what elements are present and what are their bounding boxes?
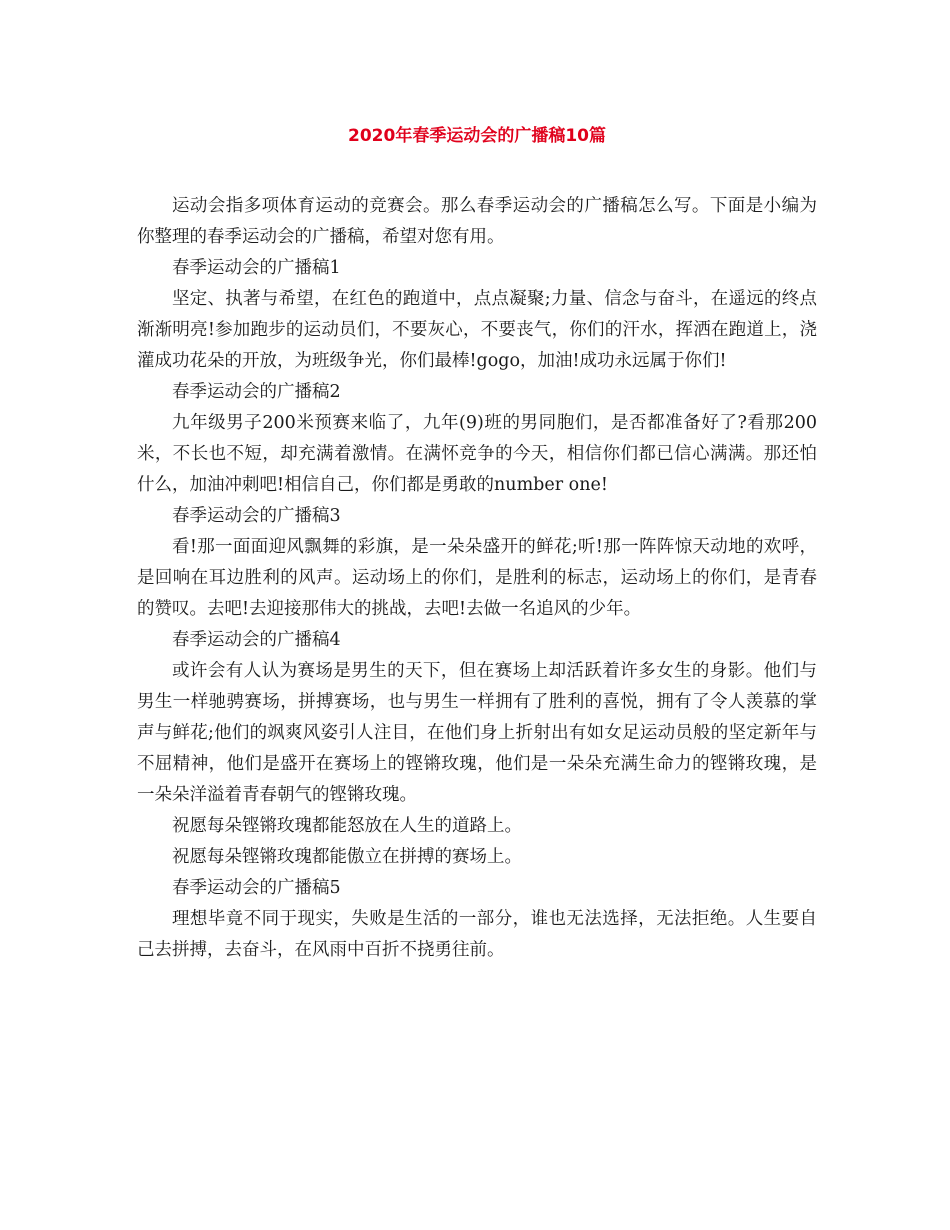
section-heading-3: 春季运动会的广播稿3 bbox=[172, 506, 341, 526]
section-heading-5: 春季运动会的广播稿5 bbox=[172, 878, 341, 898]
intro-paragraph: 运动会指多项体育运动的竞赛会。那么春季运动会的广播稿怎么写。下面是小编为你整理的春季运动会的广播稿，希望对您有用。 bbox=[137, 196, 817, 247]
section-paragraph-3: 看!那一面面迎风飘舞的彩旗，是一朵朵盛开的鲜花;听!那一阵阵惊天动地的欢呼，是回响在耳边胜利的风声。运动场上的你们，是胜利的标志，运动场上的你们，是青春的赞叹。去吧!去迎接那伟大的挑战，去吧!去做一名追风的少年。 bbox=[137, 537, 817, 619]
section-paragraph-2: 九年级男子200米预赛来临了，九年(9)班的男同胞们，是否都准备好了?看那200米，不长也不短，却充满着激情。在满怀竞争的今天，相信你们都已信心满满。那还怕什么，加油冲刺吧!相信自己，你们都是勇敢的number one! bbox=[137, 413, 817, 495]
section-paragraph-1: 坚定、执著与希望，在红色的跑道中，点点凝聚;力量、信念与奋斗，在遥远的终点渐渐明亮!参加跑步的运动员们，不要灰心，不要丧气，你们的汗水，挥洒在跑道上，浇灌成功花朵的开放，为班级争光，你们最棒!gogo，加油!成功永远属于你们! bbox=[137, 289, 817, 371]
section-heading-4: 春季运动会的广播稿4 bbox=[172, 630, 341, 650]
document-title: 2020年春季运动会的广播稿10篇 bbox=[348, 126, 606, 146]
section-paragraph-4: 或许会有人认为赛场是男生的天下，但在赛场上却活跃着许多女生的身影。他们与男生一样驰骋赛场，拼搏赛场，也与男生一样拥有了胜利的喜悦，拥有了令人羡慕的掌声与鲜花;他们的飒爽风姿引人注目，在他们身上折射出有如女足运动员般的坚定新年与不屈精神，他们是盛开在赛场上的铿锵玫瑰，他们是一朵朵充满生命力的铿锵玫瑰，是一朵朵洋溢着青春朝气的铿锵玫瑰。 bbox=[137, 661, 817, 805]
section-heading-1: 春季运动会的广播稿1 bbox=[172, 258, 341, 278]
wish-line-1: 祝愿每朵铿锵玫瑰都能怒放在人生的道路上。 bbox=[172, 816, 522, 836]
document-body bbox=[137, 191, 817, 966]
section-paragraph-5: 理想毕竟不同于现实，失败是生活的一部分，谁也无法选择，无法拒绝。人生要自己去拼搏，去奋斗，在风雨中百折不挠勇往前。 bbox=[137, 909, 817, 960]
wish-line-2: 祝愿每朵铿锵玫瑰都能傲立在拼搏的赛场上。 bbox=[172, 847, 522, 867]
section-heading-2: 春季运动会的广播稿2 bbox=[172, 382, 341, 402]
